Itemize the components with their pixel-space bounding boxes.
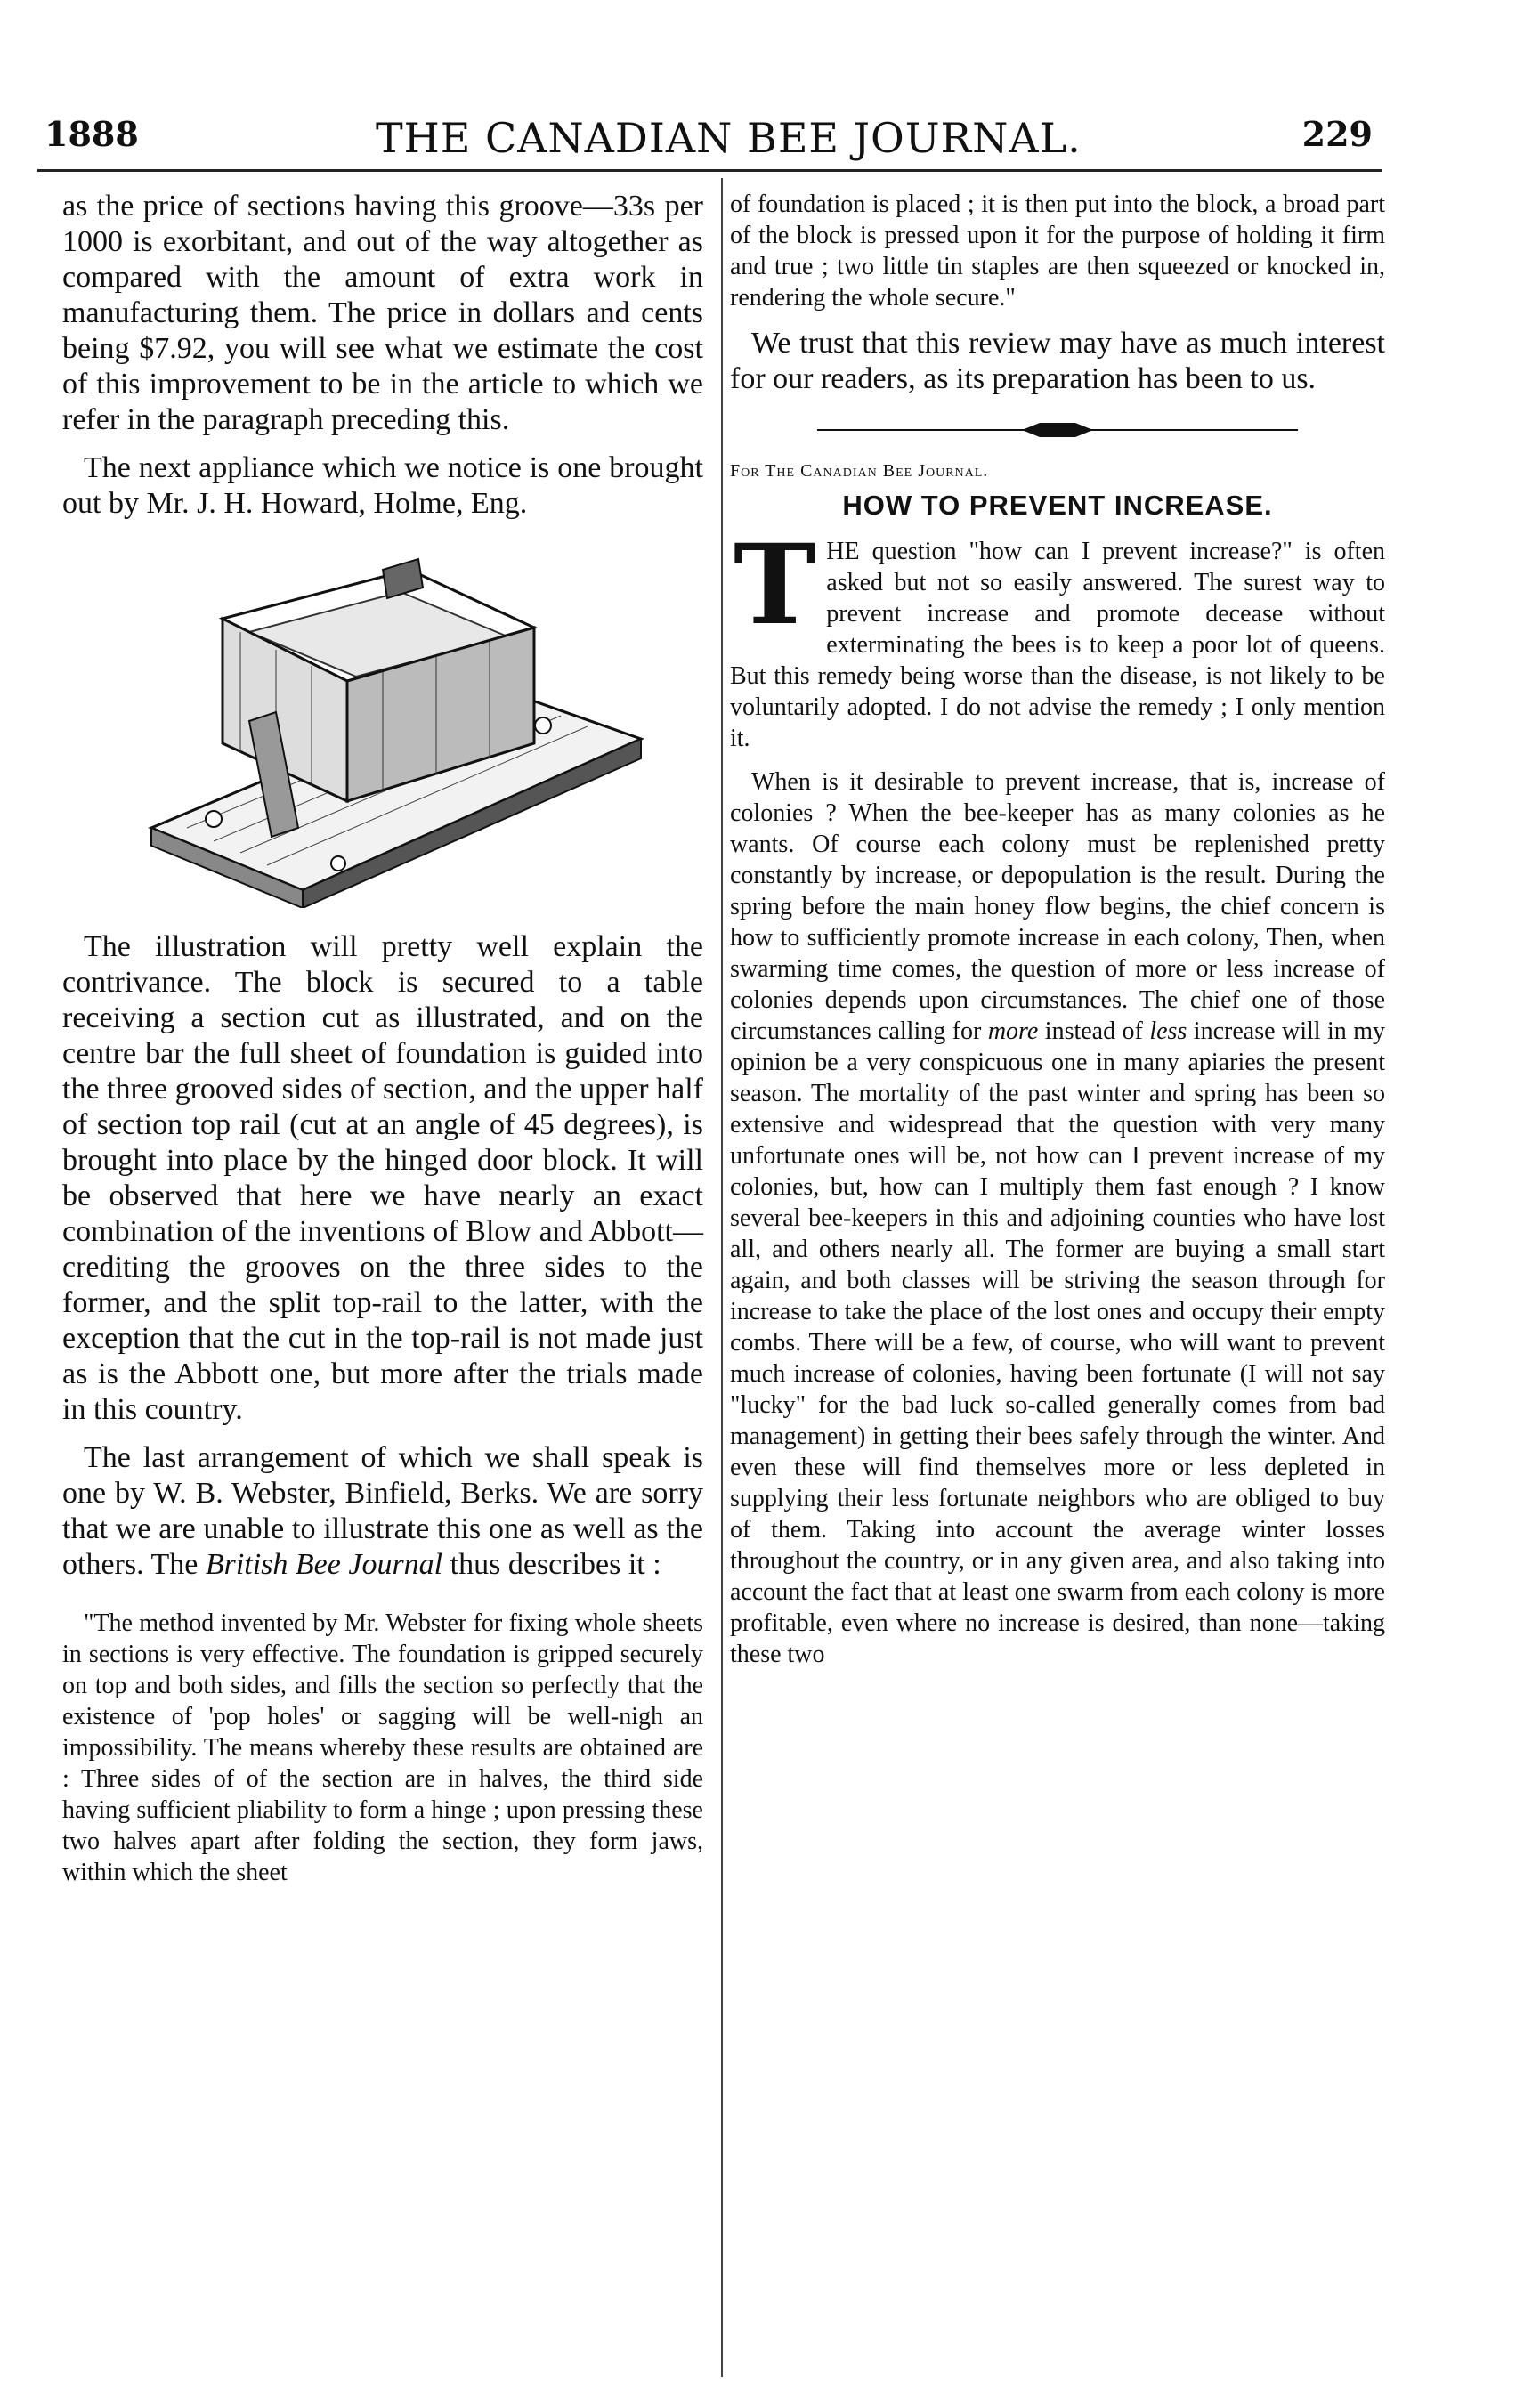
article-heading: HOW TO PREVENT INCREASE.	[842, 490, 1273, 521]
column-divider	[721, 178, 723, 2377]
running-head	[37, 114, 1373, 167]
article-attribution: For The Canadian Bee Journal.	[730, 461, 989, 481]
ornamental-divider-icon	[817, 418, 1298, 442]
quoted-description: "The method invented by Mr. Webster for fixing whole sheets in sections is very effective. The foundation is gripped securely on top and both sides, and fills the section so perfectly that the existence of 'pop holes' or sagging will be well-nigh an impossibility. The means whereby these results are obtained are : Three sides of of the section are in halves, the third side having sufficient pliability to form a hinge ; upon pressing these two halves apart after folding the section, they form jaws, within which the sheet	[62, 1609, 703, 1886]
drop-cap: T	[734, 521, 816, 650]
section-folding-block-engraving-icon	[116, 534, 650, 908]
article-body	[730, 521, 1386, 1670]
closing-paragraph: We trust that this review may have as much interest for our readers, as its preparation has been to us.	[730, 327, 1385, 395]
page-number: 229	[1301, 114, 1373, 154]
header-year: 1888	[45, 114, 139, 154]
left-paragraph-3: The illustration will pretty well explain the contrivance. The block is secured to a table receiving a section cut as illustrated, and on the centre bar the full sheet of foundation is guided into the three grooved sides of section, and the upper half of section top rail (cut at an angle of 45 degrees), is brought into place by the hinged door block. It will be observed that here we have nearly an exact combination of the inventions of Blow and Abbott—crediting the grooves on the three sides to the former, and the split top-rail to the latter, with the exception that the cut in the top-rail is not made just as is the Abbott one, but more after the trials made in this country.	[62, 930, 703, 1426]
left-paragraph-4	[62, 1440, 703, 1583]
a2-mid: instead of	[1038, 1017, 1150, 1045]
header-rule	[37, 169, 1382, 172]
italic-more: more	[987, 1017, 1039, 1045]
a2-start: When is it desirable to prevent increase, that is, increase of colonies ? When the bee-keeper has as many colonies as he wants. Of course each colony must be replenished pretty constantly by increase, or depopulation is the result. During the spring before the main honey flow begins, the chief concern is how to sufficiently promote increase in each colony, Then, when swarming time comes, the question of more or less increase of colonies depends upon circumstances. The chief one of those circumstances calling for	[730, 768, 1385, 1045]
left-column	[62, 189, 703, 1888]
left-paragraph-2: The next appliance which we notice is one brought out by Mr. J. H. Howard, Holme, Eng.	[62, 451, 703, 520]
p4-end: thus describes it :	[442, 1548, 661, 1581]
journal-title: THE CANADIAN BEE JOURNAL.	[376, 114, 1082, 162]
article-paragraph-2	[730, 766, 1385, 1670]
journal-name-italic: British Bee Journal	[205, 1548, 443, 1581]
left-paragraph-1: as the price of sections having this groove—33s per 1000 is exorbitant, and out of the way altogether as compared with the amount of extra work in manufacturing them. The price in dollars and cents being $7.92, you will see what we estimate the cost of this improvement to be in the article to which we refer in the paragraph preceding this.	[62, 190, 703, 436]
a2-end: increase will in my opinion be a very conspicuous one in many apiaries the present season. The mortality of the past winter and spring has been so extensive and widespread that the question with very many unfortunate ones will be, not how can I prevent increase of my colonies, but, how can I multiply them fast enough ? I know several bee-keepers in this and adjoining counties who have lost all, and others nearly all. The former are buying a small start again, and both classes will be striving the season through for increase to take the place of the lost ones and occupy their empty combs. There will be a few, of course, who will want to prevent much increase of colonies, having been fortunate (I will not say "lucky" for the bad luck so-called generally comes from bad management) in getting their bees safely through the winter. And even these will find themselves more or less depleted in supplying their less fortunate neighbors who are obliged to buy of them. Taking into account the average winter losses throughout the country, or in any given area, and also taking into account the fact that at least one swarm from each colony is more profitable, even where no increase is desired, than none—taking these two	[730, 1017, 1386, 1668]
italic-less: less	[1149, 1017, 1187, 1045]
p4-start: The last arrangement of which we shall speak is one by W. B. Webster, Binfield, Berks. We are sorry that we are unable to illustrate this one as well as the others. The	[62, 1441, 703, 1581]
quote-continuation: of foundation is placed ; it is then put into the block, a broad part of the block is pressed upon it for the purpose of holding it firm and true ; two little tin staples are then squeezed or knocked in, rendering the whole secure."	[730, 190, 1385, 312]
right-column	[730, 189, 1385, 1670]
article-paragraph-1: HE question "how can I prevent increase?" is often asked but not so easily answered. The surest way to prevent increase and promote decease without exterminating the bees is to keep a poor lot of queens. But this remedy being worse than the disease, is not likely to be voluntarily adopted. I do not advise the remedy ; I only mention it.	[730, 538, 1385, 752]
